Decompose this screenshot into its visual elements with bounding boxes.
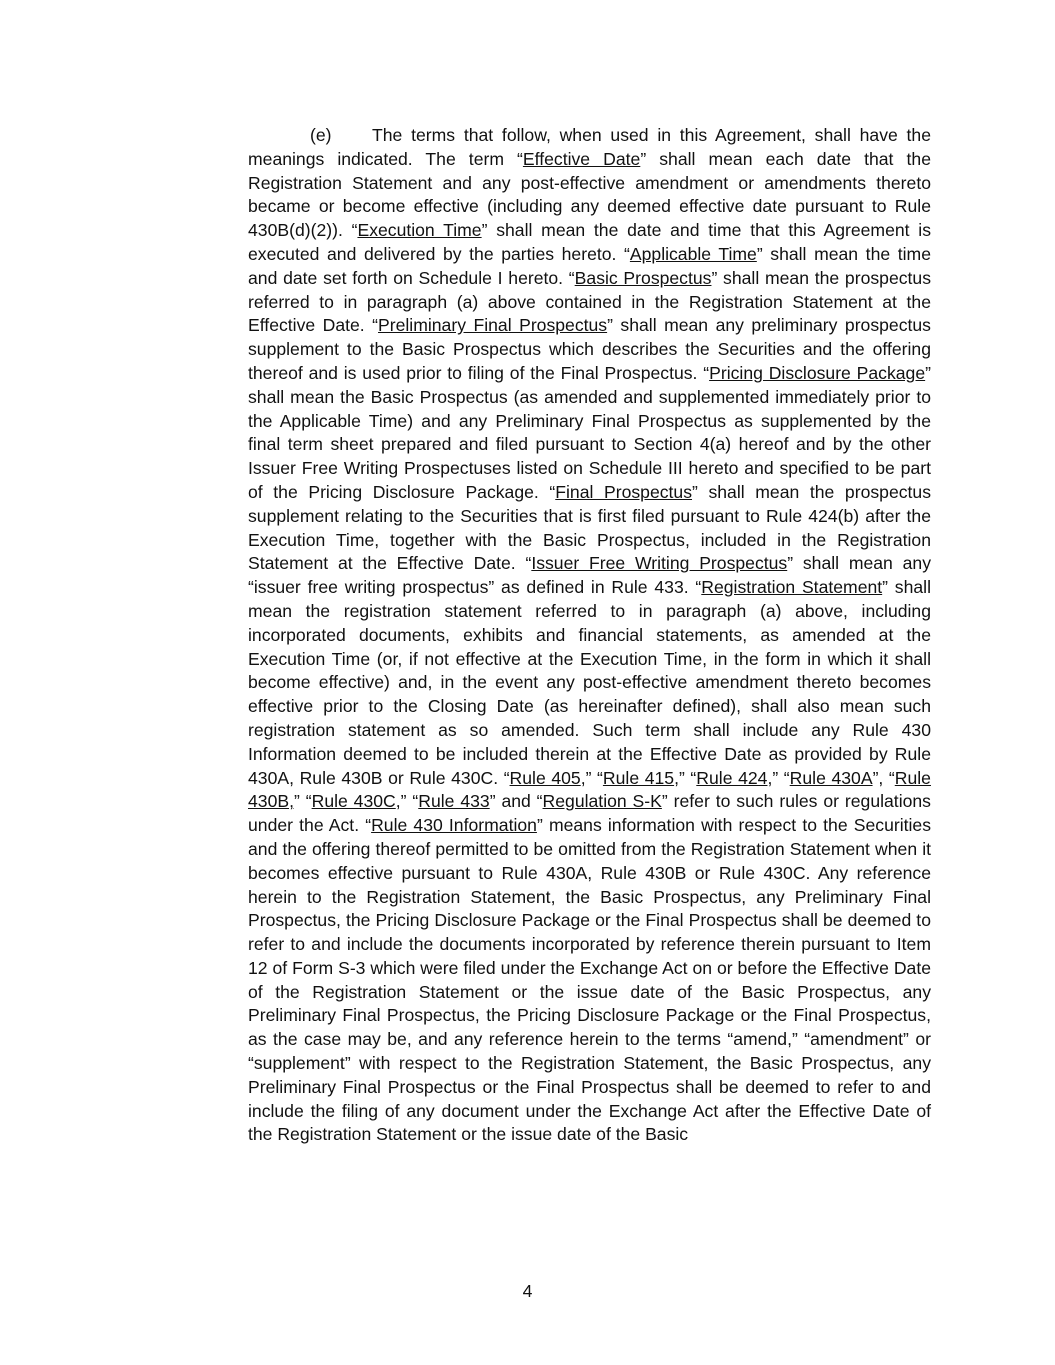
defined-term: Issuer Free Writing Prospectus [531, 553, 788, 574]
page-number: 4 [522, 1281, 533, 1301]
defined-term: Preliminary Final Prospectus [378, 315, 608, 336]
defined-term: Effective Date [522, 148, 641, 169]
paragraph-text-run: The terms that follow, when used in this Agreement, shall have the meanings indicated. The term “ [248, 125, 931, 169]
paragraph-text-run: ” means information with respect to the Securities and the offering thereof permitted to be omitted from the Registration Statement when it becomes effective pursuant to Rule 430A, Rule 430B or Rule 430C. Any reference herein to the Registration Statement, the Basic Prospectus, any Preliminary Final Prospectus, the Pricing Disclosure Package or the Final Prospectus shall be deemed to refer to and include the documents incorporated by reference therein pursuant to Item 12 of Form S-3 which were filed under the Exchange Act on or before the Effective Date of the Registration Statement or the issue date of the Basic Prospectus, any Preliminary Final Prospectus, the Pricing Disclosure Package or the Final Prospectus, as the case may be, and any reference herein to the terms “amend,” “amendment” or “supplement” with respect to the Registration Statement, the Basic Prospectus, any Preliminary Final Prospectus or the Final Prospectus shall be deemed to refer to and include the filing of any document under the Exchange Act after the Effective Date of the Registration Statement or the issue date of the Basic [248, 815, 931, 1145]
defined-term: Rule 430A [789, 767, 873, 788]
paragraph-text-run: ” shall mean the time and date set forth on Schedule I hereto. “ [248, 243, 931, 288]
paragraph-text-run: ” “ [293, 791, 312, 812]
paragraph-text-run: ” and “ [489, 791, 543, 812]
paragraph-text-run: ,” “ [395, 791, 419, 812]
defined-term: Rule 405 [509, 767, 581, 788]
paragraph-text-run: ” shall mean each date that the Registration Statement and any post-effective amendment or amendments thereto became or become effective (including any deemed effective date pursuant to Rule 430B(d)(2)). “ [248, 148, 931, 241]
paragraph-e [248, 124, 931, 1147]
paragraph-label: (e) [310, 125, 332, 145]
paragraph-text-run: ” shall mean the prospectus referred to in paragraph (a) above contained in the Registration Statement at the Effective Date. “ [248, 267, 931, 336]
paragraph-text-run: ” shall mean the registration statement referred to in paragraph (a) above, including incorporated documents, exhibits and financial statements, as amended at the Execution Time (or, if not effective at the Execution Time, in the form in which it shall become effective) and, in the event any post-effective amendment thereto becomes effective prior to the Closing Date (as hereinafter defined), shall also mean such registration statement as so amended. Such term shall include any Rule 430 Information deemed to be included therein at the Effective Date as provided by Rule 430A, Rule 430B or Rule 430C. “ [248, 577, 931, 788]
defined-term: Rule 424 [696, 767, 768, 788]
paragraph-text-run: ” shall mean any “issuer free writing prospectus” as defined in Rule 433. “ [248, 553, 931, 598]
defined-term: Final Prospectus [555, 481, 693, 502]
defined-term: Rule 430B, [248, 767, 931, 812]
paragraph-text-run: ,” “ [767, 767, 790, 788]
defined-term: Rule 430C [311, 791, 396, 812]
paragraph-text-run: ” shall mean the prospectus supplement relating to the Securities that is first filed pursuant to Rule 424(b) after the Execution Time, together with the Basic Prospectus, included in the Registration Statement at the Effective Date. “ [248, 481, 931, 574]
paragraph-e-text [248, 124, 931, 1147]
paragraph-text-run: ” shall mean the Basic Prospectus (as amended and supplemented immediately prior to the Applicable Time) and any Preliminary Final Prospectus as supplemented by the final term sheet prepared and filed pursuant to Section 4(a) hereof and by the other Issuer Free Writing Prospectuses listed on Schedule III hereto and specified to be part of the Pricing Disclosure Package. “ [248, 362, 931, 502]
paragraph-text-run: ” refer to such rules or regulations under the Act. “ [248, 791, 931, 836]
defined-term: Pricing Disclosure Package [709, 362, 926, 383]
defined-term: Rule 415 [602, 767, 675, 788]
paragraph-text-run: ” shall mean the date and time that this Agreement is executed and delivered by the parties hereto. “ [248, 220, 932, 264]
paragraph-body [248, 125, 931, 1144]
defined-term: Execution Time [357, 220, 482, 241]
defined-term: Regulation S-K [542, 791, 662, 812]
paragraph-text-run: ,” “ [674, 767, 697, 788]
paragraph-text-run: ”, “ [872, 767, 895, 788]
defined-term: Rule 430 Information [371, 815, 537, 836]
defined-term: Rule 433 [418, 791, 490, 812]
paragraph-text-run: ” shall mean any preliminary prospectus supplement to the Basic Prospectus which describes the Securities and the offering thereof and is used prior to filing of the Final Prospectus. “ [248, 315, 931, 383]
defined-term: Applicable Time [629, 243, 757, 264]
defined-term: Basic Prospectus [574, 267, 712, 288]
paragraph-text-run: ,” “ [580, 767, 603, 788]
defined-term: Registration Statement [701, 577, 883, 598]
